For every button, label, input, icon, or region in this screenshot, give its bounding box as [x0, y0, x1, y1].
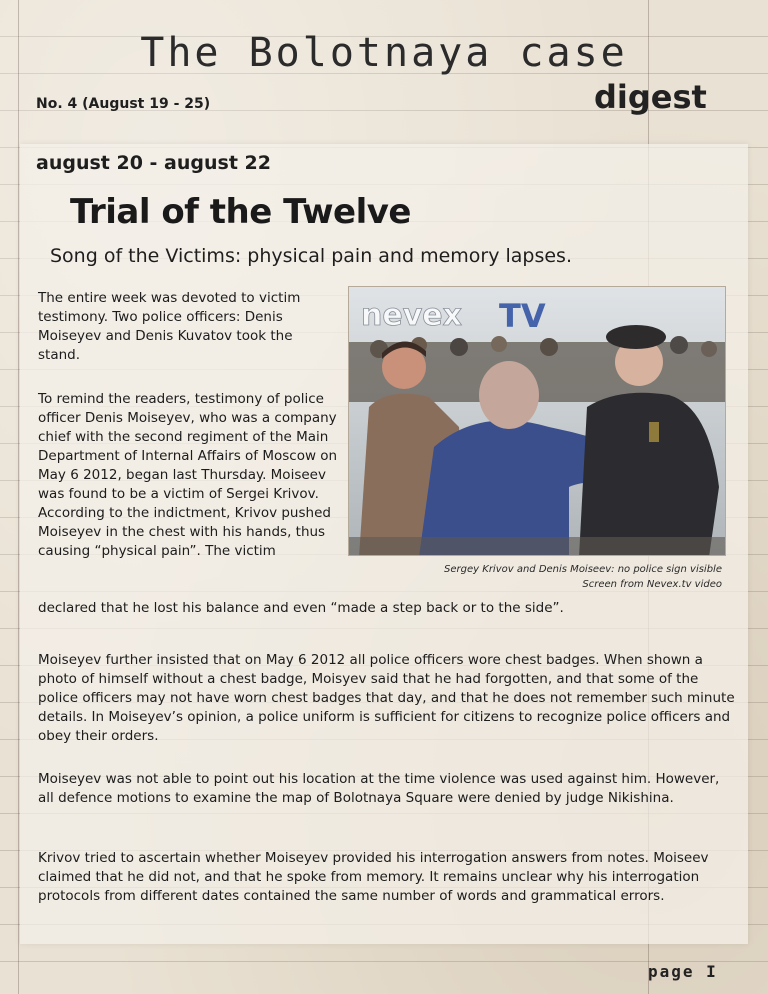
news-photo: [348, 286, 726, 556]
paragraph-reminder-tail: declared that he lost his balance and even “made a step back or to the side”.: [38, 600, 564, 616]
article-headline: Trial of the Twelve: [70, 192, 411, 232]
article-subhead: Song of the Victims: physical pain and memory lapses.: [50, 245, 572, 267]
caption-line-1: Sergey Krivov and Denis Moiseev: no police sign visible: [444, 564, 722, 575]
page-number: page I: [648, 962, 718, 981]
paragraph-intro: The entire week was devoted to victim testimony. Two police officers: Denis Moiseyev and Denis Kuvatov took the stand.: [38, 290, 301, 363]
issue-number: No. 4 (August 19 - 25): [36, 96, 211, 112]
digest-label: digest: [594, 78, 707, 116]
paragraph-location: Moiseyev was not able to point out his location at the time violence was used against him. However, all defence motions to examine the map of Bolotnaya Square were denied by judge Nikishina.: [38, 771, 720, 806]
photo-caption: [350, 562, 722, 592]
margin-line-left: [18, 0, 19, 994]
photo-illustration: [349, 287, 726, 556]
paragraph-chest-badges: Moiseyev further insisted that on May 6 2012 all police officers wore chest badges. When shown a photo of himself without a chest badge, Moisyev said that he had forgotten, and that some of the police officers may not have worn chest badges that day, and that he does not remember such minute details. In Moiseyev’s opinion, a police uniform is sufficient for citizens to recognize police officers and obey their orders.: [38, 652, 735, 744]
paragraph-reminder: To remind the readers, testimony of police officer Denis Moiseyev, who was a company chief with the second regiment of the Main Department of Internal Affairs of Moscow on May 6 2012, began last Thursday. Moiseev was found to be a victim of Sergei Krivov. According to the indictment, Krivov pushed Moiseyev in the chest with his hands, thus causing “physical pain”. The victim: [38, 391, 338, 559]
date-range: august 20 - august 22: [36, 152, 271, 174]
watermark-text: nevex: [361, 298, 462, 333]
paragraph-interrogation: Krivov tried to ascertain whether Moiseyev provided his interrogation answers from notes. Moiseev claimed that he did not, and that he spoke from memory. It remains unclear why his interrogation protocols from different dates contained the same number of words and grammatical errors.: [38, 850, 709, 904]
caption-line-2: Screen from Nevex.tv video: [582, 579, 722, 590]
watermark-tv: TV: [499, 297, 546, 335]
newsletter-title: The Bolotnaya case: [140, 30, 628, 76]
